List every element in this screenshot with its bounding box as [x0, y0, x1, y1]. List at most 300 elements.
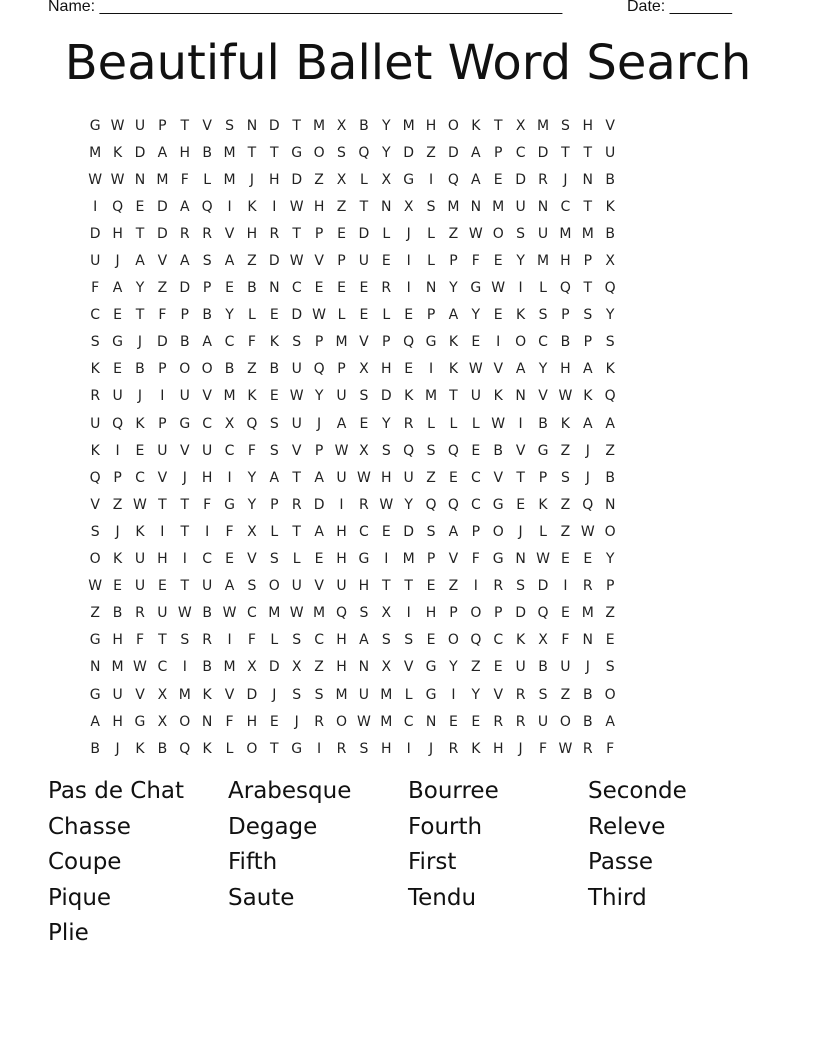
- grid-letter: R: [381, 280, 392, 297]
- grid-letter: T: [180, 578, 190, 595]
- grid-letter: F: [606, 740, 615, 757]
- grid-letter: H: [425, 605, 437, 622]
- grid-letter: J: [115, 740, 120, 757]
- grid-letter: Z: [112, 496, 123, 513]
- grid-letter: S: [381, 442, 391, 459]
- grid-letter: T: [292, 225, 301, 242]
- grid-letter: J: [406, 225, 411, 242]
- grid-letter: B: [582, 713, 593, 730]
- grid-letter: P: [561, 307, 570, 324]
- grid-letter: E: [560, 551, 570, 568]
- grid-letter: P: [314, 442, 324, 459]
- grid-letter: Q: [246, 415, 258, 432]
- grid-letter: K: [90, 361, 100, 378]
- grid-letter: I: [339, 496, 344, 513]
- grid-letter: M: [402, 551, 415, 568]
- grid-letter: R: [179, 225, 190, 242]
- grid-letter: E: [269, 307, 279, 324]
- grid-letter: C: [314, 632, 324, 649]
- grid-letter: F: [247, 334, 256, 351]
- grid-letter: F: [225, 523, 234, 540]
- grid-letter: I: [406, 605, 411, 622]
- grid-letter: L: [471, 415, 480, 432]
- grid-row: [84, 112, 621, 139]
- grid-letter: S: [560, 469, 570, 486]
- grid-row: [84, 654, 621, 681]
- grid-letter: C: [224, 334, 235, 351]
- grid-letter: Q: [604, 388, 616, 405]
- grid-letter: R: [515, 713, 526, 730]
- grid-letter: A: [336, 415, 347, 432]
- grid-letter: M: [268, 605, 281, 622]
- grid-letter: G: [358, 551, 370, 568]
- grid-letter: V: [359, 334, 369, 351]
- grid-letter: C: [470, 496, 481, 513]
- grid-letter: K: [471, 740, 481, 757]
- grid-letter: C: [135, 469, 145, 486]
- grid-letter: X: [247, 523, 257, 540]
- grid-letter: K: [202, 686, 212, 703]
- grid-letter: S: [560, 117, 570, 134]
- grid-letter: D: [537, 144, 549, 161]
- grid-letter: D: [537, 578, 549, 595]
- page-title: Beautiful Ballet Word Search: [64, 35, 752, 91]
- grid-letter: M: [223, 144, 236, 161]
- grid-letter: M: [536, 253, 550, 270]
- grid-letter: Z: [448, 225, 459, 242]
- grid-letter: I: [115, 442, 120, 459]
- grid-letter: J: [428, 740, 434, 757]
- grid-letter: L: [270, 632, 279, 649]
- grid-letter: V: [157, 469, 168, 486]
- grid-letter: S: [426, 523, 436, 540]
- grid-letter: O: [313, 144, 325, 161]
- grid-letter: D: [156, 334, 168, 351]
- grid-letter: U: [90, 253, 101, 270]
- grid-letter: G: [291, 144, 303, 161]
- grid-letter: V: [90, 496, 100, 513]
- grid-letter: H: [381, 469, 392, 486]
- grid-letter: P: [337, 253, 346, 270]
- grid-letter: H: [313, 198, 325, 215]
- grid-letter: L: [382, 225, 391, 242]
- grid-letter: V: [515, 442, 526, 459]
- grid-row: [84, 220, 621, 247]
- grid-letter: B: [560, 334, 571, 351]
- grid-letter: I: [160, 523, 165, 540]
- grid-letter: T: [359, 198, 369, 215]
- grid-letter: J: [518, 740, 523, 757]
- grid-letter: E: [359, 280, 369, 297]
- grid-letter: S: [538, 307, 548, 324]
- grid-letter: E: [583, 551, 593, 568]
- grid-letter: Z: [157, 280, 168, 297]
- grid-letter: K: [112, 144, 123, 161]
- grid-letter: Q: [403, 442, 415, 459]
- grid-letter: Z: [247, 253, 257, 270]
- grid-letter: E: [493, 659, 503, 676]
- grid-letter: V: [314, 253, 324, 270]
- grid-letter: R: [202, 632, 213, 649]
- grid-row: [84, 735, 621, 762]
- grid-letter: S: [202, 253, 212, 270]
- grid-letter: T: [292, 117, 301, 134]
- grid-letter: G: [403, 171, 415, 188]
- grid-letter: S: [605, 334, 615, 351]
- grid-letter: J: [115, 253, 120, 270]
- grid-row: [84, 247, 621, 274]
- grid-letter: I: [182, 659, 187, 676]
- grid-letter: A: [471, 144, 481, 161]
- grid-letter: Y: [538, 361, 548, 378]
- grid-letter: D: [515, 605, 526, 622]
- grid-letter: H: [179, 144, 191, 161]
- grid-letter: E: [157, 578, 167, 595]
- grid-letter: W: [558, 388, 573, 405]
- grid-letter: H: [112, 713, 123, 730]
- grid-letter: J: [272, 686, 277, 703]
- grid-letter: M: [223, 388, 236, 405]
- grid-letter: H: [269, 171, 280, 188]
- grid-letter: Z: [426, 144, 436, 161]
- grid-letter: O: [604, 686, 616, 703]
- grid-letter: R: [448, 740, 459, 757]
- grid-letter: H: [381, 361, 392, 378]
- word-list-item: Saute: [228, 884, 295, 911]
- grid-letter: P: [583, 334, 593, 351]
- grid-letter: W: [379, 496, 394, 513]
- grid-letter: A: [314, 523, 324, 540]
- grid-letter: E: [404, 361, 414, 378]
- grid-letter: P: [314, 225, 324, 242]
- grid-letter: X: [336, 117, 347, 134]
- grid-letter: H: [246, 225, 258, 242]
- grid-letter: Z: [560, 686, 571, 703]
- grid-letter: L: [270, 523, 279, 540]
- grid-letter: B: [90, 740, 100, 757]
- grid-letter: U: [112, 686, 123, 703]
- grid-letter: N: [134, 171, 146, 188]
- grid-letter: C: [202, 415, 213, 432]
- grid-letter: K: [90, 442, 100, 459]
- grid-letter: U: [202, 442, 213, 459]
- grid-letter: O: [89, 551, 101, 568]
- grid-letter: G: [134, 713, 146, 730]
- grid-letter: W: [356, 713, 371, 730]
- grid-letter: A: [224, 253, 235, 270]
- grid-letter: H: [112, 632, 123, 649]
- word-list-item: Bourree: [408, 778, 499, 804]
- grid-letter: R: [336, 740, 347, 757]
- grid-letter: S: [605, 659, 615, 676]
- grid-letter: V: [157, 253, 168, 270]
- grid-letter: Y: [314, 388, 324, 405]
- grid-letter: E: [404, 307, 414, 324]
- grid-letter: W: [110, 117, 125, 134]
- grid-letter: P: [158, 117, 167, 134]
- grid-letter: B: [224, 361, 235, 378]
- grid-letter: E: [449, 713, 458, 730]
- grid-letter: H: [201, 469, 213, 486]
- grid-letter: H: [336, 523, 347, 540]
- grid-letter: S: [516, 225, 526, 242]
- word-list-item: Third: [588, 884, 647, 911]
- grid-letter: R: [314, 713, 324, 730]
- grid-letter: E: [337, 280, 346, 297]
- grid-letter: J: [249, 171, 254, 188]
- word-list-item: First: [408, 849, 457, 876]
- grid-letter: J: [585, 659, 590, 676]
- grid-letter: N: [604, 496, 616, 513]
- grid-letter: E: [314, 280, 324, 297]
- grid-letter: I: [496, 334, 501, 351]
- grid-letter: F: [91, 280, 100, 297]
- grid-letter: W: [110, 171, 125, 188]
- grid-letter: E: [605, 632, 615, 649]
- grid-letter: C: [538, 334, 548, 351]
- grid-letter: E: [269, 713, 279, 730]
- grid-letter: V: [247, 551, 257, 568]
- grid-letter: D: [291, 171, 303, 188]
- grid-letter: N: [515, 551, 526, 568]
- grid-letter: L: [539, 523, 547, 540]
- grid-letter: C: [560, 198, 571, 215]
- grid-letter: W: [491, 415, 506, 432]
- grid-letter: V: [493, 686, 504, 703]
- grid-letter: M: [313, 605, 326, 622]
- grid-letter: P: [583, 253, 593, 270]
- grid-letter: Y: [605, 551, 615, 568]
- grid-letter: H: [336, 659, 347, 676]
- grid-letter: U: [179, 388, 190, 405]
- grid-letter: I: [563, 578, 568, 595]
- grid-letter: Q: [447, 496, 459, 513]
- grid-letter: X: [381, 605, 392, 622]
- grid-letter: A: [179, 198, 190, 215]
- grid-letter: R: [291, 496, 302, 513]
- grid-letter: Q: [201, 198, 213, 215]
- grid-letter: X: [291, 659, 302, 676]
- grid-letter: H: [336, 632, 347, 649]
- grid-letter: C: [202, 551, 213, 568]
- grid-letter: U: [515, 198, 526, 215]
- grid-letter: O: [179, 361, 191, 378]
- grid-letter: W: [468, 225, 483, 242]
- grid-letter: Y: [247, 496, 257, 513]
- grid-letter: A: [583, 415, 593, 432]
- grid-letter: R: [582, 740, 593, 757]
- grid-letter: E: [225, 551, 234, 568]
- grid-letter: M: [89, 144, 102, 161]
- grid-letter: G: [425, 659, 437, 676]
- grid-letter: K: [135, 740, 145, 757]
- grid-letter: K: [516, 307, 526, 324]
- grid-letter: S: [583, 307, 593, 324]
- grid-letter: T: [561, 144, 570, 161]
- grid-letter: H: [358, 578, 370, 595]
- grid-letter: R: [582, 578, 593, 595]
- grid-letter: I: [473, 578, 478, 595]
- grid-letter: K: [538, 496, 548, 513]
- word-list-item: Fifth: [228, 849, 278, 876]
- grid-letter: X: [403, 198, 414, 215]
- grid-letter: T: [180, 523, 190, 540]
- word-list: [48, 778, 768, 956]
- grid-letter: I: [93, 198, 98, 215]
- grid-letter: N: [89, 659, 101, 676]
- grid-letter: U: [291, 578, 302, 595]
- grid-letter: E: [225, 280, 234, 297]
- grid-letter: Z: [448, 578, 459, 595]
- grid-letter: A: [269, 469, 280, 486]
- grid-letter: L: [404, 686, 413, 703]
- grid-letter: B: [538, 659, 548, 676]
- grid-letter: D: [134, 144, 146, 161]
- grid-letter: L: [292, 551, 301, 568]
- grid-letter: K: [493, 388, 503, 405]
- grid-letter: K: [135, 415, 145, 432]
- grid-letter: I: [406, 280, 411, 297]
- word-list-item: Releve: [588, 813, 666, 840]
- grid-letter: E: [471, 713, 481, 730]
- grid-letter: T: [247, 144, 257, 161]
- grid-letter: E: [426, 578, 436, 595]
- grid-letter: N: [425, 280, 437, 297]
- grid-letter: P: [426, 551, 436, 568]
- grid-letter: J: [585, 442, 590, 459]
- grid-letter: Q: [112, 415, 124, 432]
- grid-letter: G: [89, 117, 101, 134]
- grid-letter: S: [225, 117, 234, 134]
- grid-letter: I: [317, 740, 322, 757]
- word-list-item: Pas de Chat: [48, 778, 185, 804]
- grid-letter: S: [426, 198, 436, 215]
- grid-letter: F: [471, 551, 480, 568]
- grid-letter: A: [179, 253, 190, 270]
- grid-letter: D: [515, 171, 526, 188]
- grid-letter: M: [313, 117, 326, 134]
- word-list-item: Pique: [48, 884, 112, 911]
- grid-letter: A: [90, 713, 100, 730]
- grid-letter: R: [269, 225, 280, 242]
- grid-letter: S: [404, 632, 414, 649]
- grid-letter: L: [337, 307, 346, 324]
- grid-letter: C: [403, 713, 414, 730]
- grid-letter: E: [135, 442, 145, 459]
- grid-letter: L: [225, 740, 234, 757]
- grid-letter: W: [177, 605, 192, 622]
- grid-letter: X: [336, 171, 347, 188]
- grid-letter: M: [223, 171, 236, 188]
- grid-row: [84, 546, 621, 573]
- grid-letter: I: [384, 551, 389, 568]
- grid-letter: F: [247, 632, 256, 649]
- grid-letter: A: [515, 361, 526, 378]
- grid-letter: P: [113, 469, 122, 486]
- grid-letter: K: [560, 415, 570, 432]
- grid-letter: V: [224, 686, 235, 703]
- grid-letter: R: [538, 171, 548, 188]
- grid-letter: A: [202, 334, 212, 351]
- grid-letter: D: [89, 225, 101, 242]
- grid-letter: F: [538, 740, 548, 757]
- grid-letter: K: [471, 117, 481, 134]
- grid-letter: E: [493, 253, 503, 270]
- grid-letter: X: [247, 659, 257, 676]
- grid-letter: F: [158, 307, 167, 324]
- grid-letter: Q: [470, 632, 482, 649]
- grid-letter: S: [359, 388, 369, 405]
- grid-letter: S: [359, 605, 369, 622]
- grid-letter: V: [202, 388, 212, 405]
- grid-letter: R: [90, 388, 101, 405]
- grid-letter: S: [337, 144, 346, 161]
- grid-letter: D: [179, 280, 191, 297]
- grid-letter: G: [291, 740, 303, 757]
- grid-letter: Y: [449, 280, 458, 297]
- grid-letter: I: [227, 469, 232, 486]
- grid-letter: T: [493, 117, 503, 134]
- grid-letter: N: [358, 659, 370, 676]
- grid-letter: W: [289, 198, 304, 215]
- grid-letter: Z: [426, 469, 436, 486]
- grid-letter: P: [382, 334, 391, 351]
- grid-letter: B: [269, 361, 280, 378]
- grid-letter: P: [494, 144, 503, 161]
- grid-letter: G: [425, 334, 437, 351]
- grid-letter: B: [202, 659, 212, 676]
- grid-letter: L: [382, 307, 391, 324]
- grid-letter: I: [406, 253, 411, 270]
- grid-letter: F: [247, 442, 256, 459]
- grid-letter: Y: [516, 253, 525, 270]
- grid-letter: Q: [425, 496, 437, 513]
- grid-letter: A: [471, 171, 481, 188]
- grid-letter: U: [336, 469, 347, 486]
- grid-letter: C: [90, 307, 101, 324]
- grid-letter: W: [468, 361, 483, 378]
- grid-letter: M: [581, 605, 594, 622]
- grid-row: [84, 383, 621, 410]
- grid-letter: I: [518, 415, 523, 432]
- grid-letter: N: [582, 632, 594, 649]
- grid-letter: L: [359, 171, 368, 188]
- grid-letter: U: [157, 442, 168, 459]
- grid-letter: R: [493, 578, 504, 595]
- grid-letter: T: [292, 523, 301, 540]
- grid-letter: V: [314, 578, 324, 595]
- grid-letter: C: [358, 523, 369, 540]
- grid-letter: U: [112, 388, 123, 405]
- word-list-item: Chasse: [48, 813, 131, 840]
- grid-letter: J: [294, 713, 299, 730]
- grid-letter: P: [605, 578, 615, 595]
- grid-letter: L: [427, 415, 435, 432]
- grid-letter: H: [157, 551, 168, 568]
- grid-letter: K: [448, 361, 459, 378]
- grid-letter: D: [156, 225, 168, 242]
- grid-letter: E: [135, 198, 145, 215]
- grid-letter: V: [493, 469, 504, 486]
- grid-letter: N: [246, 117, 258, 134]
- grid-letter: K: [135, 523, 145, 540]
- grid-letter: B: [247, 280, 257, 297]
- grid-row: [84, 437, 621, 464]
- grid-letter: B: [605, 469, 615, 486]
- grid-letter: R: [135, 605, 145, 622]
- grid-letter: V: [605, 117, 615, 134]
- grid-letter: S: [538, 686, 548, 703]
